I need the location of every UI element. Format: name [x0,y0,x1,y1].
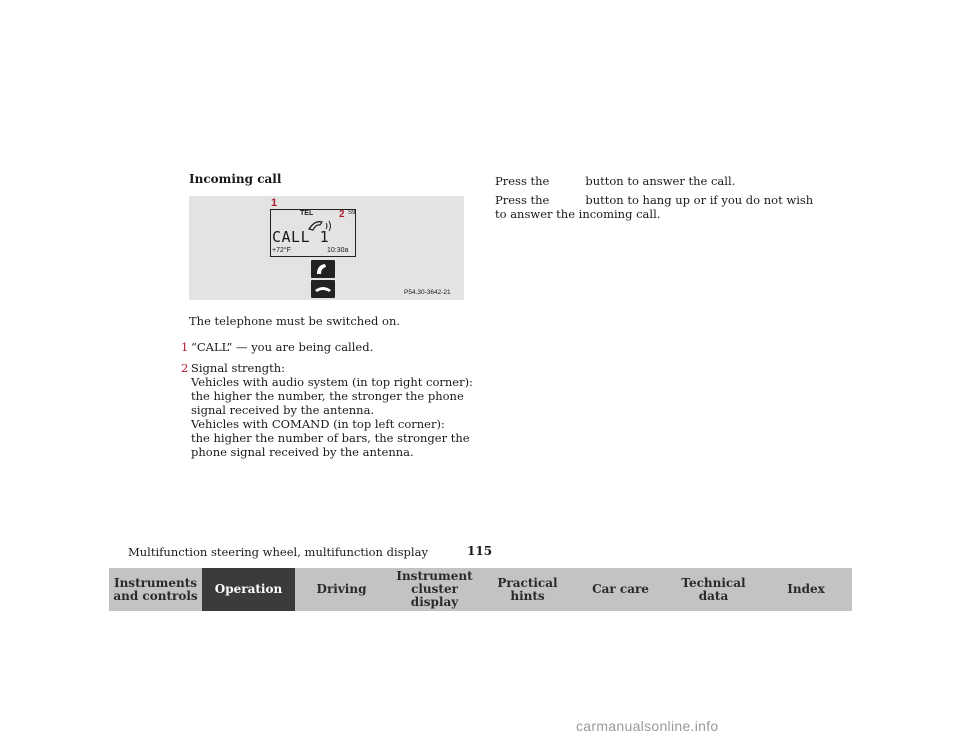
intro-text: The telephone must be switched on. [189,314,401,328]
list-text: signal received by the antenna. [191,403,375,417]
tab-label: cluster display [410,582,459,609]
instruction-text: button to hang up or if you do not wish [585,193,814,207]
list-number: 2 [181,361,189,375]
tab-index[interactable] [760,568,852,611]
instruction-text: Press the [495,174,550,188]
tab-label: Instrument [396,569,473,583]
list-number: 1 [181,340,189,354]
list-text: Vehicles with audio system (in top right corner): [191,375,473,389]
answer-instruction [495,174,735,188]
display-figure [189,196,464,300]
footer-title: Multifunction steering wheel, multifunction display [128,545,428,559]
clock-readout: 10:30a [327,247,349,254]
tab-driving[interactable] [295,568,388,611]
list-text: phone signal received by the antenna. [191,445,414,459]
tab-car-care[interactable] [574,568,667,611]
call-text: CALL 1 [272,228,330,246]
end-call-icon [311,280,335,298]
page-number: 115 [467,544,493,558]
callout-1: 1 [271,197,278,209]
list-item [181,340,373,354]
section-tabs [109,568,852,611]
list-text: the higher the number, the stronger the phone [191,389,464,403]
temperature-readout: +72°F [272,247,291,254]
tab-practical-hints[interactable] [481,568,574,611]
section-heading: Incoming call [189,172,282,186]
list-text: the higher the number of bars, the stronger the [191,431,470,445]
list-item [181,361,473,459]
instruction-text: to answer the incoming call. [495,207,661,221]
figure-code: P54.30-3642-21 [404,289,451,296]
tab-label: Technical [681,575,746,590]
callout-2: 2 [339,209,345,220]
signal-strength-value: S9 [348,210,356,216]
instruction-text: Press the [495,193,550,207]
watermark: carmanualsonline.info [576,718,719,734]
tab-operation[interactable] [202,568,295,611]
tab-instrument-cluster-display[interactable] [388,568,481,611]
tab-label: and controls [113,588,198,603]
instruction-text: button to answer the call. [585,174,736,188]
tab-label: Instruments [113,575,198,590]
tab-technical-data[interactable] [667,568,760,611]
tab-label: data [698,588,729,603]
tab-label: Index [787,582,825,596]
tab-label: Operation [214,582,283,596]
tab-label: Practical hints [497,575,558,603]
list-text: “CALL” — you are being called. [191,340,374,354]
display-title: TEL [300,210,314,217]
multifunction-display [270,209,356,257]
tab-label: Car care [592,582,649,596]
list-text: Signal strength: [191,361,286,375]
hangup-instruction [495,193,813,221]
answer-call-icon [311,260,335,278]
tab-label: Driving [316,582,367,596]
list-text: Vehicles with COMAND (in top left corner): [191,417,445,431]
tab-instruments-and-controls[interactable] [109,568,202,611]
